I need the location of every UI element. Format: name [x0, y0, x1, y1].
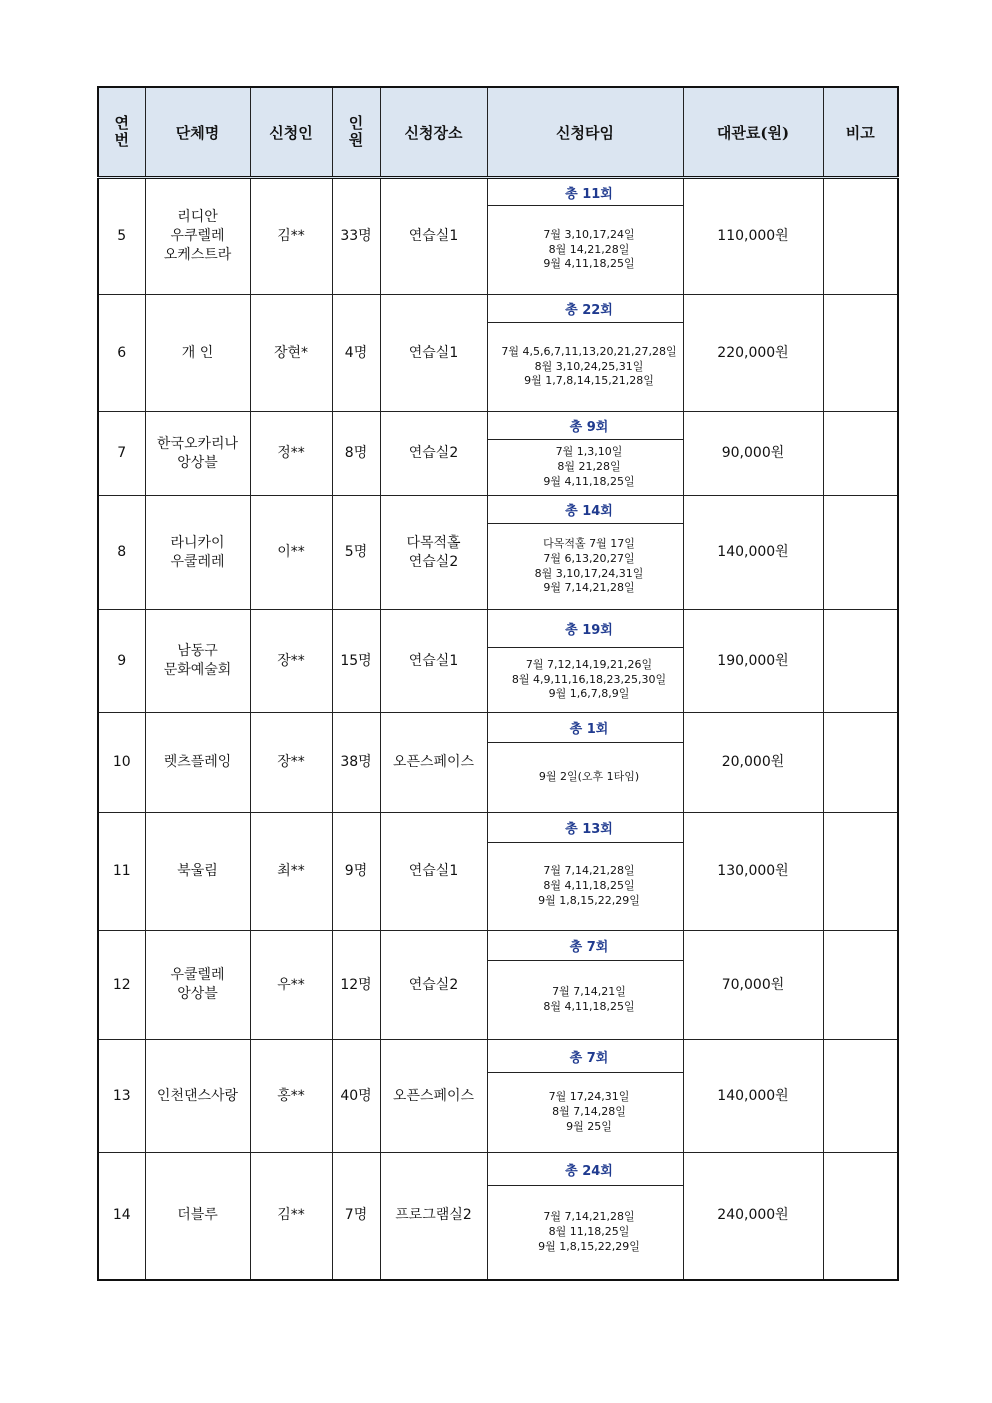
schedule-dates: [487, 1186, 683, 1280]
fee: 140,000원: [683, 496, 823, 610]
header-applicant: 신청인: [250, 87, 332, 178]
schedule-line: 9월 4,11,18,25일: [543, 474, 635, 488]
note: [823, 813, 898, 931]
fee: 140,000원: [683, 1040, 823, 1153]
table-header: [98, 87, 898, 178]
group-name-line: 인천댄스사랑: [156, 1087, 239, 1104]
schedule-line: 9월 25일: [566, 1119, 612, 1133]
table-row: [98, 1153, 898, 1186]
session-total: 총 14회: [487, 496, 683, 524]
table-row: [98, 713, 898, 743]
note: [823, 610, 898, 713]
people-count: 7명: [332, 1153, 380, 1280]
people-count: 4명: [332, 295, 380, 412]
group-name: [145, 610, 250, 713]
people-count: 5명: [332, 496, 380, 610]
schedule-line: 9월 2일(오후 1타임): [538, 770, 640, 784]
table-row: [98, 813, 898, 843]
group-name-line: 더블루: [177, 1207, 218, 1224]
header-time: 신청타임: [487, 87, 683, 178]
schedule-line: 8월 7,14,28일: [552, 1105, 626, 1119]
fee: 70,000원: [683, 931, 823, 1040]
schedule-line: 9월 1,8,15,22,29일: [538, 893, 640, 907]
session-total: 총 11회: [487, 178, 683, 206]
applicant: 장**: [250, 713, 332, 813]
people-count: 40명: [332, 1040, 380, 1153]
applicant: 우**: [250, 931, 332, 1040]
schedule-line: 9월 4,11,18,25일: [543, 257, 635, 271]
fee: 20,000원: [683, 713, 823, 813]
applicant: 정**: [250, 412, 332, 496]
schedule-line: 8월 11,18,25일: [548, 1224, 630, 1238]
table-row: [98, 496, 898, 524]
note: [823, 295, 898, 412]
schedule-line: 9월 1,8,15,22,29일: [538, 1239, 640, 1253]
group-name-line: 우쿠렐레: [170, 228, 225, 245]
place: [380, 610, 487, 713]
schedule-dates: [487, 323, 683, 412]
session-total: 총 19회: [487, 610, 683, 648]
group-name: [145, 178, 250, 295]
table-row: [98, 178, 898, 206]
fee: 90,000원: [683, 412, 823, 496]
schedule-dates: [487, 524, 683, 610]
people-count: 15명: [332, 610, 380, 713]
note: [823, 1153, 898, 1280]
group-name-line: 우쿨레레: [170, 553, 225, 570]
schedule-line: 8월 4,11,18,25일: [543, 879, 635, 893]
group-name-line: 북울림: [177, 863, 218, 880]
rental-table: [97, 86, 899, 1281]
schedule-dates: [487, 206, 683, 295]
schedule-line: 7월 4,5,6,7,11,13,20,21,27,28일: [501, 344, 677, 358]
schedule-line: 8월 3,10,24,25,31일: [534, 359, 644, 373]
people-count: 9명: [332, 813, 380, 931]
place: [380, 1040, 487, 1153]
session-total: 총 1회: [487, 713, 683, 743]
applicant: 장**: [250, 610, 332, 713]
place: [380, 496, 487, 610]
group-name: [145, 295, 250, 412]
schedule-line: 8월 3,10,17,24,31일: [534, 566, 644, 580]
people-count: 38명: [332, 713, 380, 813]
schedule-line: 8월 4,9,11,16,18,23,25,30일: [511, 672, 667, 686]
people-count: 8명: [332, 412, 380, 496]
table-row: [98, 1040, 898, 1073]
table-body: [98, 178, 898, 1280]
place-line: 연습실1: [408, 863, 459, 880]
applicant: 이**: [250, 496, 332, 610]
place: [380, 1153, 487, 1280]
row-no: 13: [98, 1040, 145, 1153]
place-line: 연습실2: [408, 445, 459, 462]
header-no: 연번: [98, 87, 145, 178]
group-name: [145, 1040, 250, 1153]
schedule-line: 8월 4,11,18,25일: [543, 1000, 635, 1013]
group-name-line: 문화예술회: [163, 662, 232, 678]
fee: 110,000원: [683, 178, 823, 295]
header-place: 신청장소: [380, 87, 487, 178]
schedule-line: 8월 14,21,28일: [548, 242, 630, 256]
schedule-line: 7월 7,14,21일: [552, 985, 626, 999]
schedule-line: 7월 7,14,21,28일: [543, 864, 635, 878]
schedule-line: 9월 1,6,7,8,9일: [548, 687, 630, 701]
note: [823, 713, 898, 813]
group-name-line: 개 인: [181, 344, 214, 361]
session-total: 총 9회: [487, 412, 683, 440]
table-row: [98, 412, 898, 440]
table-row: [98, 295, 898, 323]
header-note: 비고: [823, 87, 898, 178]
place-line: 연습실2: [408, 553, 459, 570]
schedule-dates: [487, 743, 683, 813]
header-group: 단체명: [145, 87, 250, 178]
schedule-dates: [487, 843, 683, 931]
group-name-line: 우쿨렐레: [170, 967, 225, 984]
group-name-line: 오케스트라: [163, 246, 232, 263]
applicant: 김**: [250, 178, 332, 295]
group-name-line: 렛츠플레잉: [163, 754, 232, 771]
row-no: 8: [98, 496, 145, 610]
row-no: 11: [98, 813, 145, 931]
place: [380, 295, 487, 412]
row-no: 7: [98, 412, 145, 496]
place-line: 연습실1: [408, 228, 459, 245]
schedule-line: 7월 1,3,10일: [555, 445, 623, 459]
group-name-line: 한국오카리나: [156, 435, 239, 452]
group-name: [145, 412, 250, 496]
schedule-line: 9월 1,7,8,14,15,21,28일: [524, 374, 654, 388]
note: [823, 496, 898, 610]
note: [823, 412, 898, 496]
place-line: 오픈스페이스: [392, 1087, 475, 1104]
place-line: 연습실1: [408, 344, 459, 361]
note: [823, 931, 898, 1040]
people-count: 33명: [332, 178, 380, 295]
schedule-line: 7월 17,24,31일: [548, 1090, 630, 1104]
group-name-line: 라니카이: [170, 534, 225, 551]
group-name: [145, 931, 250, 1040]
group-name-line: 리디안: [177, 209, 218, 226]
row-no: 5: [98, 178, 145, 295]
schedule-line: 7월 7,12,14,19,21,26일: [525, 657, 653, 671]
group-name-line: 앙상블: [177, 986, 218, 1002]
fee: 130,000원: [683, 813, 823, 931]
session-total: 총 7회: [487, 931, 683, 961]
schedule-line: 7월 7,14,21,28일: [543, 1209, 635, 1223]
row-no: 10: [98, 713, 145, 813]
applicant: 홍**: [250, 1040, 332, 1153]
schedule-dates: [487, 440, 683, 496]
group-name: [145, 496, 250, 610]
place: [380, 813, 487, 931]
place: [380, 713, 487, 813]
schedule-line: 7월 3,10,17,24일: [543, 227, 635, 241]
row-no: 14: [98, 1153, 145, 1280]
row-no: 9: [98, 610, 145, 713]
applicant: 김**: [250, 1153, 332, 1280]
schedule-dates: [487, 961, 683, 1040]
people-count: 12명: [332, 931, 380, 1040]
schedule-line: 9월 7,14,21,28일: [543, 581, 635, 595]
schedule-line: 7월 6,13,20,27일: [543, 551, 635, 565]
fee: 190,000원: [683, 610, 823, 713]
row-no: 6: [98, 295, 145, 412]
fee: 240,000원: [683, 1153, 823, 1280]
group-name: [145, 1153, 250, 1280]
place: [380, 412, 487, 496]
session-total: 총 7회: [487, 1040, 683, 1073]
group-name-line: 남동구: [177, 643, 218, 660]
place-line: 연습실1: [408, 652, 459, 669]
applicant: 최**: [250, 813, 332, 931]
group-name-line: 앙상블: [177, 454, 218, 471]
fee: 220,000원: [683, 295, 823, 412]
schedule-dates: [487, 1073, 683, 1153]
schedule-line: 8월 21,28일: [557, 460, 621, 474]
group-name: [145, 713, 250, 813]
place: [380, 931, 487, 1040]
session-total: 총 13회: [487, 813, 683, 843]
session-total: 총 24회: [487, 1153, 683, 1186]
table-row: [98, 610, 898, 648]
place-line: 오픈스페이스: [392, 754, 475, 771]
session-total: 총 22회: [487, 295, 683, 323]
header-people: 인원: [332, 87, 380, 178]
table-row: [98, 931, 898, 961]
note: [823, 1040, 898, 1153]
applicant: 장현*: [250, 295, 332, 412]
place: [380, 178, 487, 295]
place-line: 프로그램실2: [395, 1207, 472, 1224]
place-line: 연습실2: [408, 976, 459, 993]
row-no: 12: [98, 931, 145, 1040]
schedule-line: 다목적홀 7월 17일: [543, 536, 635, 550]
schedule-dates: [487, 648, 683, 713]
group-name: [145, 813, 250, 931]
header-fee: 대관료(원): [683, 87, 823, 178]
place-line: 다목적홀: [406, 534, 461, 551]
note: [823, 178, 898, 295]
